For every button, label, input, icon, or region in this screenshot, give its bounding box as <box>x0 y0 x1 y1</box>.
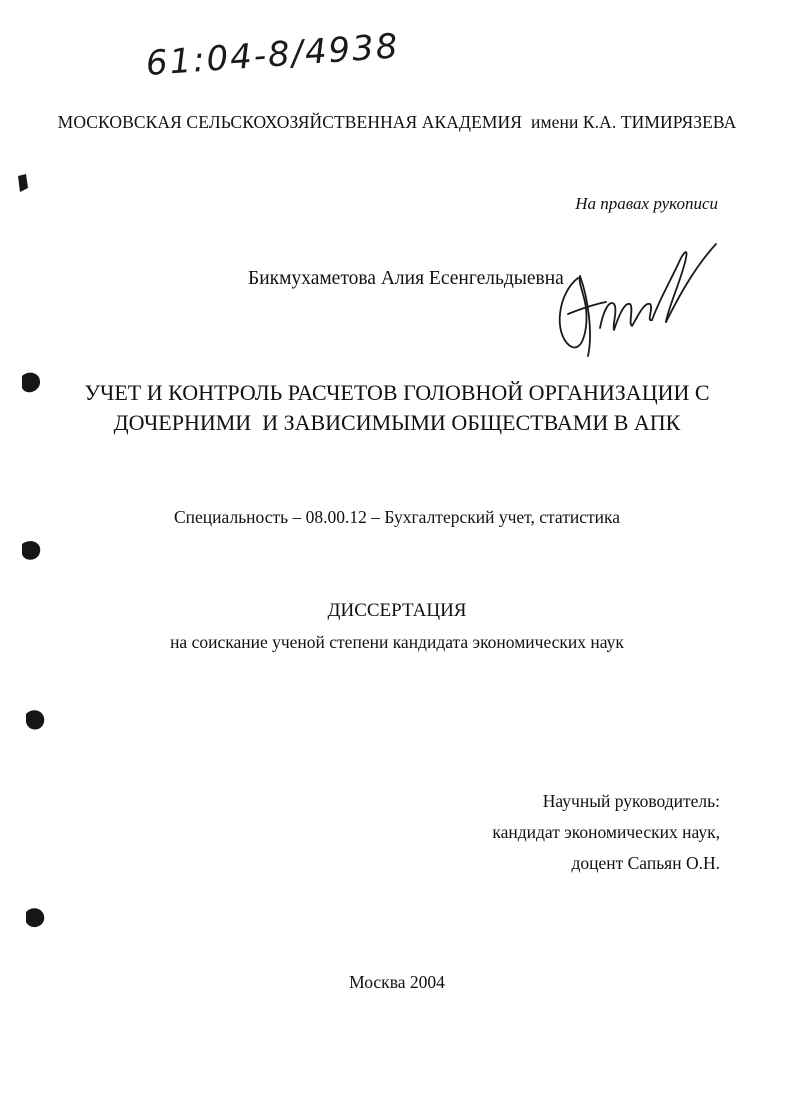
punch-hole-mark <box>26 710 44 729</box>
punch-hole-mark <box>22 373 40 393</box>
dissertation-title <box>0 378 794 438</box>
degree-line: на соискание ученой степени кандидата экономических наук <box>170 632 624 652</box>
author-signature <box>548 238 718 368</box>
supervisor-role: Научный руководитель: <box>542 791 720 811</box>
document-type: ДИССЕРТАЦИЯ <box>327 600 467 621</box>
supervisor-degree: кандидат экономических наук, <box>492 822 720 842</box>
author-name: Бикмухаметова Алия Есенгельдыевна <box>248 268 564 289</box>
supervisor-block <box>492 786 720 879</box>
specialty: Специальность – 08.00.12 – Бухгалтерский учет, статистика <box>174 507 620 527</box>
punch-hole-mark <box>26 908 44 927</box>
academy-name: МОСКОВСКАЯ СЕЛЬСКОХОЗЯЙСТВЕННАЯ АКАДЕМИЯ имени К.А. ТИМИРЯЗЕВА <box>57 112 737 132</box>
rights-note: На правах рукописи <box>575 194 718 213</box>
punch-hole-mark <box>18 174 28 192</box>
archive-number-handwritten: 61:04-8/4938 <box>144 26 401 84</box>
title-line-2: ДОЧЕРНИМИ И ЗАВИСИМЫМИ ОБЩЕСТВАМИ В АПК <box>113 410 681 435</box>
title-line-1: УЧЕТ И КОНТРОЛЬ РАСЧЕТОВ ГОЛОВНОЙ ОРГАНИЗАЦИИ С <box>84 380 710 405</box>
supervisor-name: доцент Сапьян О.Н. <box>571 853 720 873</box>
scan-hole-marks <box>14 170 54 930</box>
place-year: Москва 2004 <box>349 972 445 992</box>
punch-hole-mark <box>22 541 40 560</box>
